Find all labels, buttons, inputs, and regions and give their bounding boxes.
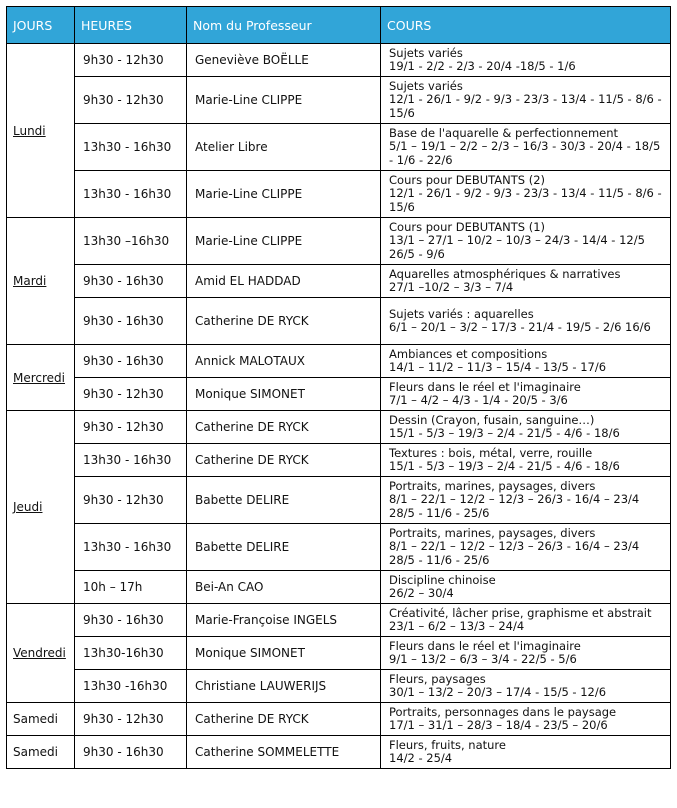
teacher-cell: Bei-An CAO <box>187 571 381 604</box>
table-row <box>7 298 671 345</box>
course-title: Portraits, marines, paysages, divers <box>389 525 596 540</box>
course-dates: 15/1 - 5/3 – 19/3 – 2/4 - 21/5 - 4/6 - 18/6 <box>389 426 620 440</box>
course-cell <box>381 44 671 77</box>
table-row <box>7 124 671 171</box>
hours-cell: 13h30-16h30 <box>75 637 187 670</box>
hours-cell: 13h30 - 16h30 <box>75 444 187 477</box>
teacher-cell: Marie-Line CLIPPE <box>187 218 381 265</box>
course-title: Fleurs, paysages <box>389 671 486 686</box>
teacher-cell: Annick MALOTAUX <box>187 345 381 378</box>
course-dates: 5/1 – 19/1 – 2/2 – 2/3 – 16/3 - 30/3 - 20/4 - 18/5 - 1/6 - 22/6 <box>389 139 661 167</box>
teacher-cell: Catherine SOMMELETTE <box>187 736 381 769</box>
table-row <box>7 637 671 670</box>
hours-cell: 9h30 - 12h30 <box>75 411 187 444</box>
table-row <box>7 571 671 604</box>
hours-cell: 13h30 - 16h30 <box>75 524 187 571</box>
table-row <box>7 444 671 477</box>
hours-cell: 13h30 –16h30 <box>75 218 187 265</box>
teacher-cell: Catherine DE RYCK <box>187 703 381 736</box>
table-row <box>7 524 671 571</box>
header-course: COURS <box>381 7 671 44</box>
course-dates: 12/1 - 26/1 - 9/2 - 9/3 - 23/3 - 13/4 - 11/5 - 8/6 - 15/6 <box>389 186 662 214</box>
header-day: JOURS <box>7 7 75 44</box>
day-link-jeudi[interactable]: Jeudi <box>13 500 43 514</box>
day-link-mardi[interactable]: Mardi <box>13 274 47 288</box>
course-cell <box>381 571 671 604</box>
hours-cell: 13h30 - 16h30 <box>75 171 187 218</box>
day-cell-samedi: Samedi <box>7 736 75 769</box>
course-title: Aquarelles atmosphériques & narratives <box>389 266 621 281</box>
hours-cell: 9h30 - 16h30 <box>75 604 187 637</box>
teacher-cell: Marie-Line CLIPPE <box>187 171 381 218</box>
hours-cell: 9h30 - 16h30 <box>75 265 187 298</box>
course-dates: 13/1 – 27/1 – 10/2 – 10/3 – 24/3 - 14/4 - 12/5 26/5 - 9/6 <box>389 233 645 261</box>
day-link-lundi[interactable]: Lundi <box>13 123 46 138</box>
course-title: Sujets variés <box>389 78 463 93</box>
course-title: Fleurs dans le réel et l'imaginaire <box>389 638 581 653</box>
table-row <box>7 670 671 703</box>
course-dates: 15/1 - 5/3 – 19/3 – 2/4 - 21/5 - 4/6 - 18/6 <box>389 459 620 473</box>
day-cell-lundi <box>7 44 75 218</box>
course-title: Sujets variés <box>389 45 463 60</box>
teacher-cell: Atelier Libre <box>187 124 381 171</box>
day-link-mercredi[interactable]: Mercredi <box>13 370 66 385</box>
table-row <box>7 345 671 378</box>
course-title: Textures : bois, métal, verre, rouille <box>389 445 593 460</box>
course-dates: 8/1 – 22/1 – 12/2 – 12/3 – 26/3 - 16/4 – 23/4 28/5 - 11/6 - 25/6 <box>389 539 640 567</box>
table-header <box>7 7 671 44</box>
course-cell <box>381 477 671 524</box>
course-cell <box>381 218 671 265</box>
course-cell <box>381 378 671 411</box>
course-title: Dessin (Crayon, fusain, sanguine…) <box>389 412 595 427</box>
table-row <box>7 411 671 444</box>
course-title: Discipline chinoise <box>389 572 496 587</box>
course-cell <box>381 298 671 345</box>
table-row <box>7 171 671 218</box>
teacher-cell: Christiane LAUWERIJS <box>187 670 381 703</box>
course-title: Cours pour DEBUTANTS (2) <box>389 172 546 187</box>
course-title: Sujets variés : aquarelles <box>389 306 534 321</box>
teacher-cell: Catherine DE RYCK <box>187 411 381 444</box>
course-dates: 27/1 –10/2 – 3/3 – 7/4 <box>389 280 514 294</box>
course-title: Créativité, lâcher prise, graphisme et abstrait <box>389 605 652 620</box>
course-cell <box>381 444 671 477</box>
table-row <box>7 218 671 265</box>
hours-cell: 9h30 - 12h30 <box>75 477 187 524</box>
course-dates: 8/1 – 22/1 – 12/2 – 12/3 – 26/3 - 16/4 – 23/4 28/5 - 11/6 - 25/6 <box>389 492 640 520</box>
hours-cell: 9h30 - 12h30 <box>75 703 187 736</box>
teacher-cell: Monique SIMONET <box>187 378 381 411</box>
hours-cell: 9h30 - 12h30 <box>75 77 187 124</box>
teacher-cell: Catherine DE RYCK <box>187 444 381 477</box>
day-cell-samedi: Samedi <box>7 703 75 736</box>
course-dates: 14/1 – 11/2 – 11/3 – 15/4 - 13/5 - 17/6 <box>389 360 607 374</box>
course-cell <box>381 637 671 670</box>
course-cell <box>381 670 671 703</box>
day-link-vendredi[interactable]: Vendredi <box>13 646 66 660</box>
course-title: Fleurs dans le réel et l'imaginaire <box>389 379 581 394</box>
schedule-table <box>6 6 671 769</box>
course-dates: 7/1 – 4/2 – 4/3 - 1/4 - 20/5 - 3/6 <box>389 393 568 407</box>
table-row <box>7 604 671 637</box>
teacher-cell: Catherine DE RYCK <box>187 298 381 345</box>
course-title: Portraits, personnages dans le paysage <box>389 704 617 719</box>
header-teacher: Nom du Professeur <box>187 7 381 44</box>
course-cell <box>381 411 671 444</box>
teacher-cell: Babette DELIRE <box>187 524 381 571</box>
course-dates: 14/2 - 25/4 <box>389 751 453 765</box>
course-dates: 9/1 – 13/2 – 6/3 – 3/4 - 22/5 - 5/6 <box>389 652 577 666</box>
course-dates: 6/1 – 20/1 – 3/2 – 17/3 - 21/4 - 19/5 - 2/6 16/6 <box>389 320 651 334</box>
hours-cell: 10h – 17h <box>75 571 187 604</box>
course-dates: 30/1 – 13/2 – 20/3 – 17/4 - 15/5 - 12/6 <box>389 685 607 699</box>
course-cell <box>381 604 671 637</box>
course-cell <box>381 345 671 378</box>
course-cell <box>381 703 671 736</box>
course-title: Base de l'aquarelle & perfectionnement <box>389 125 619 140</box>
course-dates: 23/1 – 6/2 – 13/3 – 24/4 <box>389 619 525 633</box>
course-dates: 17/1 – 31/1 – 28/3 – 18/4 - 23/5 – 20/6 <box>389 718 608 732</box>
course-title: Portraits, marines, paysages, divers <box>389 478 596 493</box>
day-cell-vendredi <box>7 604 75 703</box>
hours-cell: 9h30 - 16h30 <box>75 345 187 378</box>
table-row <box>7 265 671 298</box>
teacher-cell: Babette DELIRE <box>187 477 381 524</box>
teacher-cell: Marie-Françoise INGELS <box>187 604 381 637</box>
course-cell <box>381 124 671 171</box>
course-dates: 19/1 - 2/2 - 2/3 - 20/4 -18/5 - 1/6 <box>389 59 576 73</box>
course-cell <box>381 171 671 218</box>
teacher-cell: Amid EL HADDAD <box>187 265 381 298</box>
course-cell <box>381 77 671 124</box>
teacher-cell: Monique SIMONET <box>187 637 381 670</box>
hours-cell: 9h30 - 16h30 <box>75 736 187 769</box>
day-cell-mercredi <box>7 345 75 411</box>
table-row <box>7 703 671 736</box>
table-row <box>7 44 671 77</box>
hours-cell: 13h30 - 16h30 <box>75 124 187 171</box>
header-hours: HEURES <box>75 7 187 44</box>
day-cell-mardi <box>7 218 75 345</box>
teacher-cell: Geneviève BOËLLE <box>187 44 381 77</box>
day-cell-jeudi <box>7 411 75 604</box>
hours-cell: 9h30 - 12h30 <box>75 378 187 411</box>
course-dates: 26/2 – 30/4 <box>389 586 454 600</box>
course-title: Cours pour DEBUTANTS (1) <box>389 219 546 234</box>
course-cell <box>381 736 671 769</box>
hours-cell: 9h30 - 12h30 <box>75 44 187 77</box>
table-row <box>7 77 671 124</box>
table-row <box>7 378 671 411</box>
teacher-cell: Marie-Line CLIPPE <box>187 77 381 124</box>
course-title: Fleurs, fruits, nature <box>389 737 506 752</box>
course-cell <box>381 524 671 571</box>
course-cell <box>381 265 671 298</box>
course-dates: 12/1 - 26/1 - 9/2 - 9/3 - 23/3 - 13/4 - 11/5 - 8/6 - 15/6 <box>389 92 662 120</box>
course-title: Ambiances et compositions <box>389 346 548 361</box>
table-row <box>7 736 671 769</box>
hours-cell: 13h30 -16h30 <box>75 670 187 703</box>
table-row <box>7 477 671 524</box>
hours-cell: 9h30 - 16h30 <box>75 298 187 345</box>
